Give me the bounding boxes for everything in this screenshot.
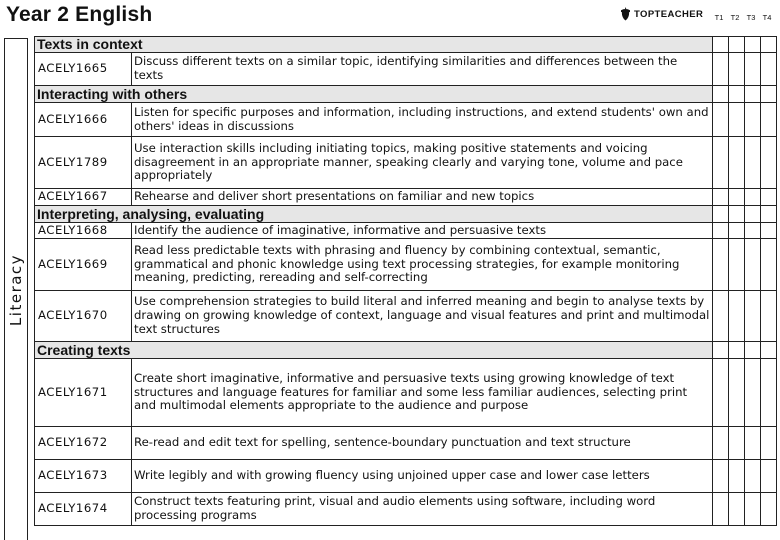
outcome-code: ACELY1672 <box>35 427 132 460</box>
section-header-row <box>35 86 777 103</box>
outcome-description: Write legibly and with growing fluency using unjoined upper case and lower case letters <box>132 460 713 493</box>
outcome-description: Identify the audience of imaginative, informative and persuasive texts <box>132 223 713 239</box>
term-checkbox[interactable] <box>745 342 761 359</box>
term-header: T2 <box>730 13 740 22</box>
outcome-description: Re-read and edit text for spelling, sentence-boundary punctuation and text structure <box>132 427 713 460</box>
section-heading: Interpreting, analysing, evaluating <box>35 206 713 223</box>
term-checkbox[interactable] <box>729 137 745 189</box>
section-header-row <box>35 37 777 53</box>
term-checkbox[interactable] <box>761 460 777 493</box>
outcome-code: ACELY1673 <box>35 460 132 493</box>
page-title: Year 2 English <box>6 3 153 26</box>
term-checkbox[interactable] <box>729 427 745 460</box>
outcome-description: Use comprehension strategies to build literal and inferred meaning and begin to analyse texts by drawing on growing knowledge of context, language and visual features and print and multimodal text structures <box>132 291 713 342</box>
term-checkbox[interactable] <box>713 206 729 223</box>
term-checkbox[interactable] <box>761 189 777 206</box>
term-checkbox[interactable] <box>761 427 777 460</box>
acorn-icon <box>620 7 631 21</box>
term-checkbox[interactable] <box>729 206 745 223</box>
outcome-description: Listen for specific purposes and information, including instructions, and extend students' own and others' ideas in discussions <box>132 103 713 137</box>
outcome-description: Use interaction skills including initiating topics, making positive statements and voicing disagreement in an appropriate manner, speaking clearly and varying tone, volume and pace appropriately <box>132 137 713 189</box>
outcome-code: ACELY1668 <box>35 223 132 239</box>
curriculum-table <box>34 36 777 526</box>
term-checkbox[interactable] <box>761 223 777 239</box>
term-checkbox[interactable] <box>713 359 729 427</box>
term-checkbox[interactable] <box>729 239 745 291</box>
outcome-code: ACELY1666 <box>35 103 132 137</box>
term-checkbox[interactable] <box>761 37 777 53</box>
outcome-description: Rehearse and deliver short presentations on familiar and new topics <box>132 189 713 206</box>
term-checkbox[interactable] <box>761 359 777 427</box>
section-header-row <box>35 342 777 359</box>
term-header: T4 <box>762 13 772 22</box>
outcome-row <box>35 460 777 493</box>
term-checkbox[interactable] <box>713 189 729 206</box>
term-checkbox[interactable] <box>745 239 761 291</box>
term-checkbox[interactable] <box>745 86 761 103</box>
term-checkbox[interactable] <box>713 342 729 359</box>
outcome-code: ACELY1665 <box>35 53 132 86</box>
outcome-row <box>35 53 777 86</box>
outcome-code: ACELY1789 <box>35 137 132 189</box>
term-checkbox[interactable] <box>729 460 745 493</box>
outcome-code: ACELY1667 <box>35 189 132 206</box>
term-checkbox[interactable] <box>713 86 729 103</box>
term-checkbox[interactable] <box>729 359 745 427</box>
outcome-row <box>35 189 777 206</box>
term-checkbox[interactable] <box>745 291 761 342</box>
outcome-code: ACELY1674 <box>35 493 132 526</box>
term-checkbox[interactable] <box>729 291 745 342</box>
term-checkbox[interactable] <box>761 493 777 526</box>
outcome-row <box>35 493 777 526</box>
term-checkbox[interactable] <box>761 206 777 223</box>
term-checkbox[interactable] <box>745 137 761 189</box>
outcome-code: ACELY1671 <box>35 359 132 427</box>
term-checkbox[interactable] <box>745 206 761 223</box>
term-checkbox[interactable] <box>713 493 729 526</box>
term-checkbox[interactable] <box>713 427 729 460</box>
term-checkbox[interactable] <box>713 239 729 291</box>
term-checkbox[interactable] <box>713 137 729 189</box>
term-checkbox[interactable] <box>761 53 777 86</box>
term-checkbox[interactable] <box>713 37 729 53</box>
outcome-code: ACELY1670 <box>35 291 132 342</box>
term-checkbox[interactable] <box>729 223 745 239</box>
logo <box>620 7 703 21</box>
term-checkbox[interactable] <box>713 53 729 86</box>
term-checkbox[interactable] <box>729 342 745 359</box>
term-checkbox[interactable] <box>745 189 761 206</box>
term-checkbox[interactable] <box>745 460 761 493</box>
term-checkbox[interactable] <box>713 460 729 493</box>
section-header-row <box>35 206 777 223</box>
outcome-description: Read less predictable texts with phrasing and fluency by combining contextual, semantic, grammatical and phonic knowledge using text processing strategies, for example monitoring meaning, predicting, rereading and self-correcting <box>132 239 713 291</box>
term-checkbox[interactable] <box>745 37 761 53</box>
term-checkbox[interactable] <box>745 223 761 239</box>
term-checkbox[interactable] <box>745 103 761 137</box>
section-heading: Interacting with others <box>35 86 713 103</box>
outcome-row <box>35 291 777 342</box>
term-checkbox[interactable] <box>745 493 761 526</box>
term-checkbox[interactable] <box>729 37 745 53</box>
strand-text: Literacy <box>7 253 25 326</box>
section-heading: Creating texts <box>35 342 713 359</box>
outcome-code: ACELY1669 <box>35 239 132 291</box>
section-heading: Texts in context <box>35 37 713 53</box>
term-checkbox[interactable] <box>729 103 745 137</box>
term-checkbox[interactable] <box>761 86 777 103</box>
outcome-row <box>35 359 777 427</box>
outcome-row <box>35 427 777 460</box>
outcome-description: Discuss different texts on a similar topic, identifying similarities and differences between the texts <box>132 53 713 86</box>
term-checkbox[interactable] <box>745 359 761 427</box>
term-checkbox[interactable] <box>713 103 729 137</box>
term-checkbox[interactable] <box>761 291 777 342</box>
term-header: T3 <box>746 13 756 22</box>
term-checkbox[interactable] <box>713 223 729 239</box>
term-checkbox[interactable] <box>761 239 777 291</box>
outcome-description: Construct texts featuring print, visual and audio elements using software, including word processing programs <box>132 493 713 526</box>
term-checkbox[interactable] <box>729 86 745 103</box>
outcome-row <box>35 239 777 291</box>
term-checkbox[interactable] <box>729 53 745 86</box>
logo-text: TOPTEACHER <box>634 8 704 20</box>
term-checkbox[interactable] <box>761 103 777 137</box>
term-headers <box>711 13 775 27</box>
term-checkbox[interactable] <box>713 291 729 342</box>
term-checkbox[interactable] <box>761 137 777 189</box>
outcome-row <box>35 103 777 137</box>
term-checkbox[interactable] <box>745 427 761 460</box>
outcome-row <box>35 137 777 189</box>
term-checkbox[interactable] <box>745 53 761 86</box>
strand-label <box>4 38 28 540</box>
outcome-description: Create short imaginative, informative and persuasive texts using growing knowledge of text structures and language features for familiar and some less familiar audiences, selecting print and multimodal elements appropriate to the audience and purpose <box>132 359 713 427</box>
term-checkbox[interactable] <box>761 342 777 359</box>
term-header: T1 <box>714 13 724 22</box>
term-checkbox[interactable] <box>729 493 745 526</box>
outcome-row <box>35 223 777 239</box>
term-checkbox[interactable] <box>729 189 745 206</box>
